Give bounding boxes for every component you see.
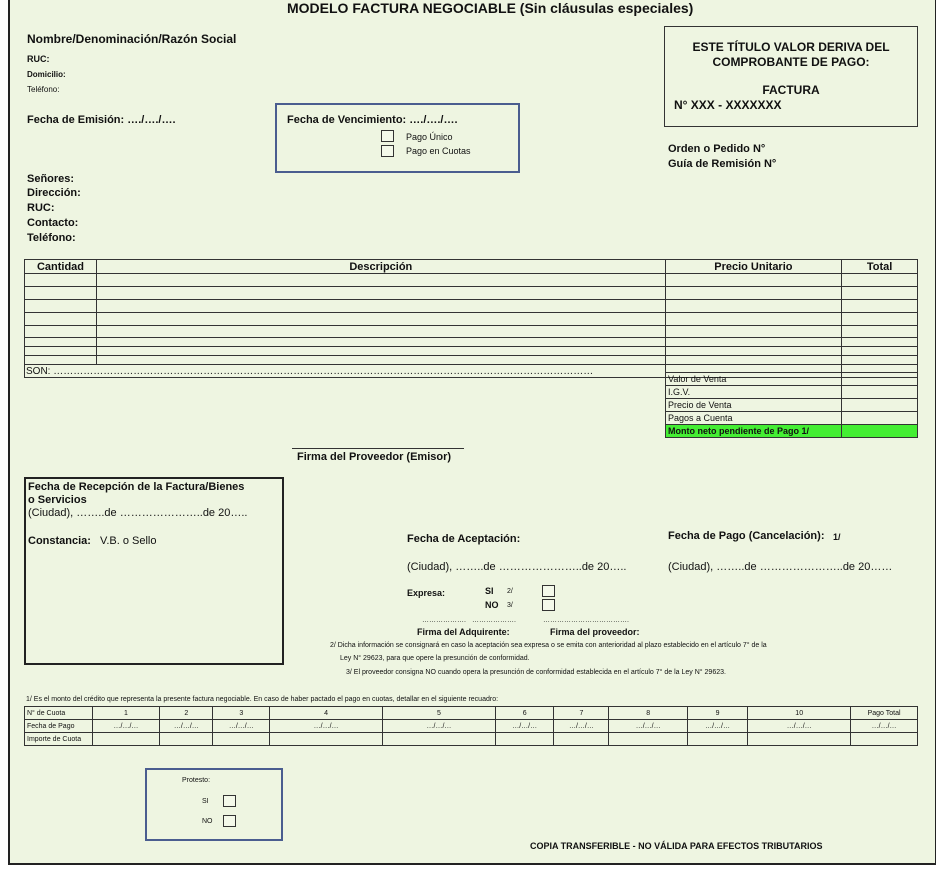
customer-ruc: RUC: (27, 202, 55, 214)
cuotas-table (24, 706, 918, 746)
pago-cuotas-label: Pago en Cuotas (406, 146, 471, 156)
note-2-line2: Ley N° 29623, para que opere la presunción de conformidad. (340, 655, 530, 662)
table-cell[interactable] (665, 338, 842, 347)
son-field[interactable]: SON: ……………………………………………………………………………………………………………………………………………… (25, 365, 666, 378)
cuota-importe[interactable] (160, 733, 213, 746)
expresa-no-label: NO (485, 600, 499, 610)
customer-telefono: Teléfono: (27, 232, 76, 244)
header-cantidad: Cantidad (25, 260, 97, 274)
table-row (25, 287, 918, 300)
table-cell[interactable] (96, 274, 665, 287)
recepcion-line1: Fecha de Recepción de la Factura/Bienes (28, 481, 245, 493)
cuota-date[interactable]: …/…/… (213, 720, 270, 733)
pago-note: 1/ (833, 532, 841, 542)
cuota-date[interactable]: …/…/… (687, 720, 747, 733)
table-cell[interactable] (842, 347, 918, 356)
expresa-no-checkbox[interactable] (542, 599, 555, 611)
customer-senores: Señores: (27, 173, 75, 185)
protesto-no-label: NO (202, 818, 213, 825)
cuota-importe[interactable] (92, 733, 160, 746)
table-row (25, 326, 918, 338)
table-cell[interactable] (842, 313, 918, 326)
cuota-date[interactable]: …/…/… (609, 720, 687, 733)
pagos-cuenta-value[interactable] (842, 412, 918, 425)
orden-pedido: Orden o Pedido N° (668, 143, 766, 155)
cuota-importe[interactable] (270, 733, 383, 746)
cuota-date[interactable]: …/…/… (851, 720, 918, 733)
note-3: 3/ El proveedor consigna NO cuando opera la presunción de conformidad establecida en el artículo 7° de la Ley N° 29623. (346, 669, 726, 676)
cuota-col: 3 (213, 707, 270, 720)
document-title: MODELO FACTURA NEGOCIABLE (Sin cláusulas especiales) (287, 0, 694, 16)
firma-proveedor-label: Firma del Proveedor (Emisor) (297, 451, 452, 463)
cuotas-row-label: N° de Cuota (25, 707, 93, 720)
header-total: Total (842, 260, 918, 274)
table-cell[interactable] (665, 287, 842, 300)
table-cell[interactable] (96, 287, 665, 300)
pagos-cuenta-label: Pagos a Cuenta (666, 412, 842, 425)
igv-label: I.G.V. (666, 386, 842, 399)
cuota-date[interactable]: …/…/… (748, 720, 851, 733)
cuota-importe[interactable] (609, 733, 687, 746)
pago-cuotas-checkbox[interactable] (381, 145, 394, 157)
table-row (25, 347, 918, 356)
table-cell[interactable] (96, 347, 665, 356)
table-cell[interactable] (25, 287, 97, 300)
table-cell[interactable] (665, 274, 842, 287)
cuota-importe[interactable] (554, 733, 609, 746)
cuotas-row-label: Importe de Cuota (25, 733, 93, 746)
issuer-ruc-label: RUC: (27, 54, 50, 64)
expresa-si-note: 2/ (507, 588, 513, 595)
cuotas-row-label: Fecha de Pago (25, 720, 93, 733)
table-row (25, 274, 918, 287)
table-cell[interactable] (842, 326, 918, 338)
header-precio-unitario: Precio Unitario (665, 260, 842, 274)
title-value-box (664, 26, 918, 127)
table-cell[interactable] (25, 313, 97, 326)
firma-proveedor-dots: ………………………………. (543, 617, 629, 624)
table-cell[interactable] (665, 313, 842, 326)
monto-neto-label: Monto neto pendiente de Pago 1/ (666, 425, 842, 438)
title-box-line1: ESTE TÍTULO VALOR DERIVA DEL (692, 40, 890, 54)
table-cell[interactable] (25, 338, 97, 347)
table-cell[interactable] (842, 300, 918, 313)
table-cell[interactable] (842, 338, 918, 347)
monto-neto-value[interactable] (842, 425, 918, 438)
table-cell[interactable] (842, 356, 918, 365)
table-cell[interactable] (96, 338, 665, 347)
table-row (25, 338, 918, 347)
protesto-no-checkbox[interactable] (223, 815, 236, 827)
expresa-si-checkbox[interactable] (542, 585, 555, 597)
header-descripcion: Descripción (96, 260, 665, 274)
precio-venta-label: Precio de Venta (666, 399, 842, 412)
vencimiento-box (275, 103, 520, 173)
pago-date-line: (Ciudad), ……..de …………………..de 20…… (668, 561, 893, 573)
title-box-number: N° XXX - XXXXXXX (674, 98, 782, 112)
protesto-box (145, 768, 283, 841)
cuota-date[interactable]: …/…/… (92, 720, 160, 733)
table-cell[interactable] (25, 300, 97, 313)
table-cell[interactable] (25, 274, 97, 287)
table-cell[interactable] (25, 347, 97, 356)
cuota-col: 8 (609, 707, 687, 720)
cuotas-note: 1/ Es el monto del crédito que representa la presente factura negociable. En caso de haber pactado el pago en cuotas, detallar en el siguiente recuadro: (26, 696, 499, 703)
firma-adquirente-dots: ………………. (422, 617, 466, 624)
table-cell[interactable] (96, 313, 665, 326)
cuota-importe[interactable] (748, 733, 851, 746)
table-row (25, 300, 918, 313)
customer-contacto: Contacto: (27, 217, 79, 229)
table-row (25, 313, 918, 326)
constancia-value: V.B. o Sello (100, 535, 157, 547)
cuota-col: 7 (554, 707, 609, 720)
table-cell[interactable] (665, 300, 842, 313)
invoice-page (8, 0, 936, 865)
cuota-date[interactable]: …/…/… (495, 720, 554, 733)
title-box-doc-type: FACTURA (762, 83, 820, 97)
cuota-col-total: Pago Total (851, 707, 918, 720)
cuota-col: 2 (160, 707, 213, 720)
cuota-col: 1 (92, 707, 160, 720)
items-header-row (25, 260, 918, 274)
table-cell[interactable] (665, 347, 842, 356)
cuotas-date-row (25, 720, 918, 733)
fecha-emision: Fecha de Emisión: …./…./…. (27, 114, 176, 126)
cuota-date[interactable]: …/…/… (160, 720, 213, 733)
guia-remision: Guía de Remisión N° (668, 158, 777, 170)
table-cell[interactable] (842, 287, 918, 300)
valor-venta-value[interactable] (842, 373, 918, 386)
protesto-label: Protesto: (182, 777, 211, 784)
aceptacion-label: Fecha de Aceptación: (407, 533, 521, 545)
recepcion-line2: o Servicios (28, 494, 87, 506)
firma-proveedor-line (292, 448, 464, 449)
cuota-col: 9 (687, 707, 747, 720)
customer-direccion: Dirección: (27, 187, 81, 199)
table-cell[interactable] (842, 274, 918, 287)
cuota-importe[interactable] (851, 733, 918, 746)
issuer-telefono-label: Teléfono: (27, 85, 60, 94)
cuota-col: 4 (270, 707, 383, 720)
items-table (24, 259, 918, 378)
cuota-date[interactable]: …/…/… (270, 720, 383, 733)
igv-value[interactable] (842, 386, 918, 399)
cuota-importe[interactable] (495, 733, 554, 746)
table-cell[interactable] (25, 356, 97, 365)
note-2-line1: 2/ Dicha información se consignará en caso la aceptación sea expresa o se emita con anterioridad al plazo establecido en el artículo 7° de la (330, 642, 767, 649)
aceptacion-date-line: (Ciudad), ……..de …………………..de 20….. (407, 561, 627, 573)
expresa-no-note: 3/ (507, 602, 513, 609)
table-cell[interactable] (96, 300, 665, 313)
issuer-domicilio-label: Domicilio: (27, 70, 66, 79)
cuota-date[interactable]: …/…/… (383, 720, 496, 733)
firma-proveedor-aceptacion-label: Firma del proveedor: (550, 627, 640, 637)
precio-venta-value[interactable] (842, 399, 918, 412)
recepcion-date-line: (Ciudad), ……..de …………………..de 20….. (28, 507, 248, 519)
vencimiento-label: Fecha de Vencimiento: …./…./…. (287, 114, 458, 126)
protesto-si-label: SI (202, 798, 209, 805)
cuota-date[interactable]: …/…/… (554, 720, 609, 733)
expresa-label: Expresa: (407, 588, 446, 598)
table-cell[interactable] (96, 356, 665, 365)
protesto-si-checkbox[interactable] (223, 795, 236, 807)
pago-label: Fecha de Pago (Cancelación): (668, 530, 825, 542)
cuota-importe[interactable] (687, 733, 747, 746)
table-cell[interactable] (665, 326, 842, 338)
pago-unico-checkbox[interactable] (381, 130, 394, 142)
pago-unico-label: Pago Único (406, 132, 453, 142)
cuota-col: 5 (383, 707, 496, 720)
table-cell[interactable] (25, 326, 97, 338)
cuota-importe[interactable] (213, 733, 270, 746)
cuota-importe[interactable] (383, 733, 496, 746)
firma-adquirente-label: Firma del Adquirente: (417, 627, 510, 637)
valor-venta-label: Valor de Venta (666, 373, 842, 386)
expresa-si-label: SI (485, 586, 494, 596)
firma-middle-dots: ………………. (472, 617, 516, 624)
title-box-line2: COMPROBANTE DE PAGO: (712, 55, 870, 69)
recepcion-box (24, 477, 284, 665)
cuota-col: 10 (748, 707, 851, 720)
cuotas-number-row (25, 707, 918, 720)
table-cell[interactable] (665, 356, 842, 365)
issuer-name-label: Nombre/Denominación/Razón Social (27, 32, 237, 46)
totals-table (665, 372, 918, 438)
cuota-col: 6 (495, 707, 554, 720)
table-cell[interactable] (96, 326, 665, 338)
cuotas-importe-row (25, 733, 918, 746)
constancia-label: Constancia: (28, 535, 91, 547)
footer-notice: COPIA TRANSFERIBLE - NO VÁLIDA PARA EFECTOS TRIBUTARIOS (530, 841, 823, 851)
table-row (25, 356, 918, 365)
